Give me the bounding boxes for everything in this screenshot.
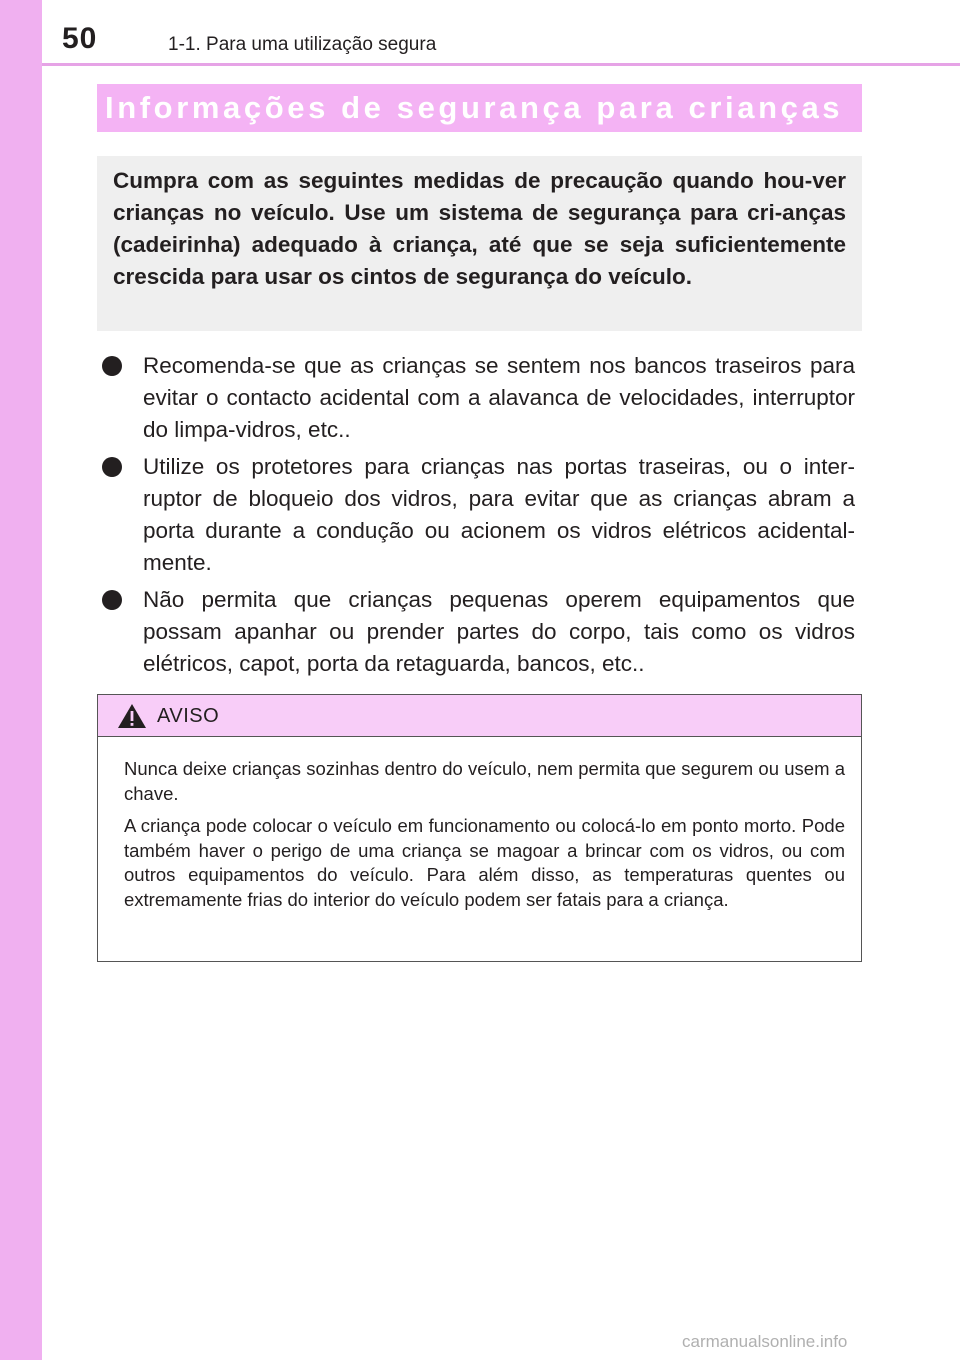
bullet-text: Utilize os protetores para crianças nas portas traseiras, ou o inter-ruptor de bloqueio dos vidros, para evitar que as crianças abram a porta durante a condução ou acionem os vidros elétricos acidental-mente. (143, 454, 855, 575)
header-divider (42, 63, 960, 66)
warning-body (98, 737, 861, 912)
warning-label: AVISO (157, 705, 220, 727)
page-header (0, 0, 960, 64)
list-item (97, 584, 855, 680)
page-number: 50 (62, 22, 98, 55)
list-item (97, 350, 855, 446)
warning-paragraph: A criança pode colocar o veículo em funcionamento ou colocá-lo em ponto morto. Pode também haver o perigo de uma criança se magoar a brincar com os vidros, ou com outros equipamentos do veículo. Para além disso, as temperaturas quentes ou extremamente frias do interior do veículo podem ser fatais para a criança. (124, 815, 845, 910)
warning-triangle-icon (117, 703, 147, 729)
page-title: Informações de segurança para crianças (105, 90, 844, 125)
side-color-strip (0, 0, 42, 1360)
watermark: carmanualsonline.info (682, 1332, 848, 1351)
bullet-dot-icon (102, 590, 122, 610)
section-heading: 1-1. Para uma utilização segura (168, 34, 437, 55)
intro-text: Cumpra com as seguintes medidas de precaução quando hou-ver crianças no veículo. Use um sistema de segurança para cri-anças (cadeirinha) adequado à criança, até que se seja suficientemente crescida para usar os cintos de segurança do veículo. (113, 168, 846, 289)
title-bar (97, 84, 862, 132)
bullet-dot-icon (102, 457, 122, 477)
warning-paragraph: Nunca deixe crianças sozinhas dentro do veículo, nem permita que segurem ou usem a chave. (124, 758, 845, 804)
list-item (97, 451, 855, 579)
warning-header (98, 695, 861, 737)
header-strip-cap (0, 0, 42, 64)
intro-box (97, 156, 862, 331)
bullet-list (97, 350, 855, 685)
bullet-text: Recomenda-se que as crianças se sentem nos bancos traseiros para evitar o contacto acidental com a alavanca de velocidades, interruptor do limpa-vidros, etc.. (143, 353, 855, 442)
bullet-dot-icon (102, 356, 122, 376)
warning-box (97, 694, 862, 962)
bullet-text: Não permita que crianças pequenas operem equipamentos que possam apanhar ou prender partes do corpo, tais como os vidros elétricos, capot, porta da retaguarda, bancos, etc.. (143, 587, 855, 676)
